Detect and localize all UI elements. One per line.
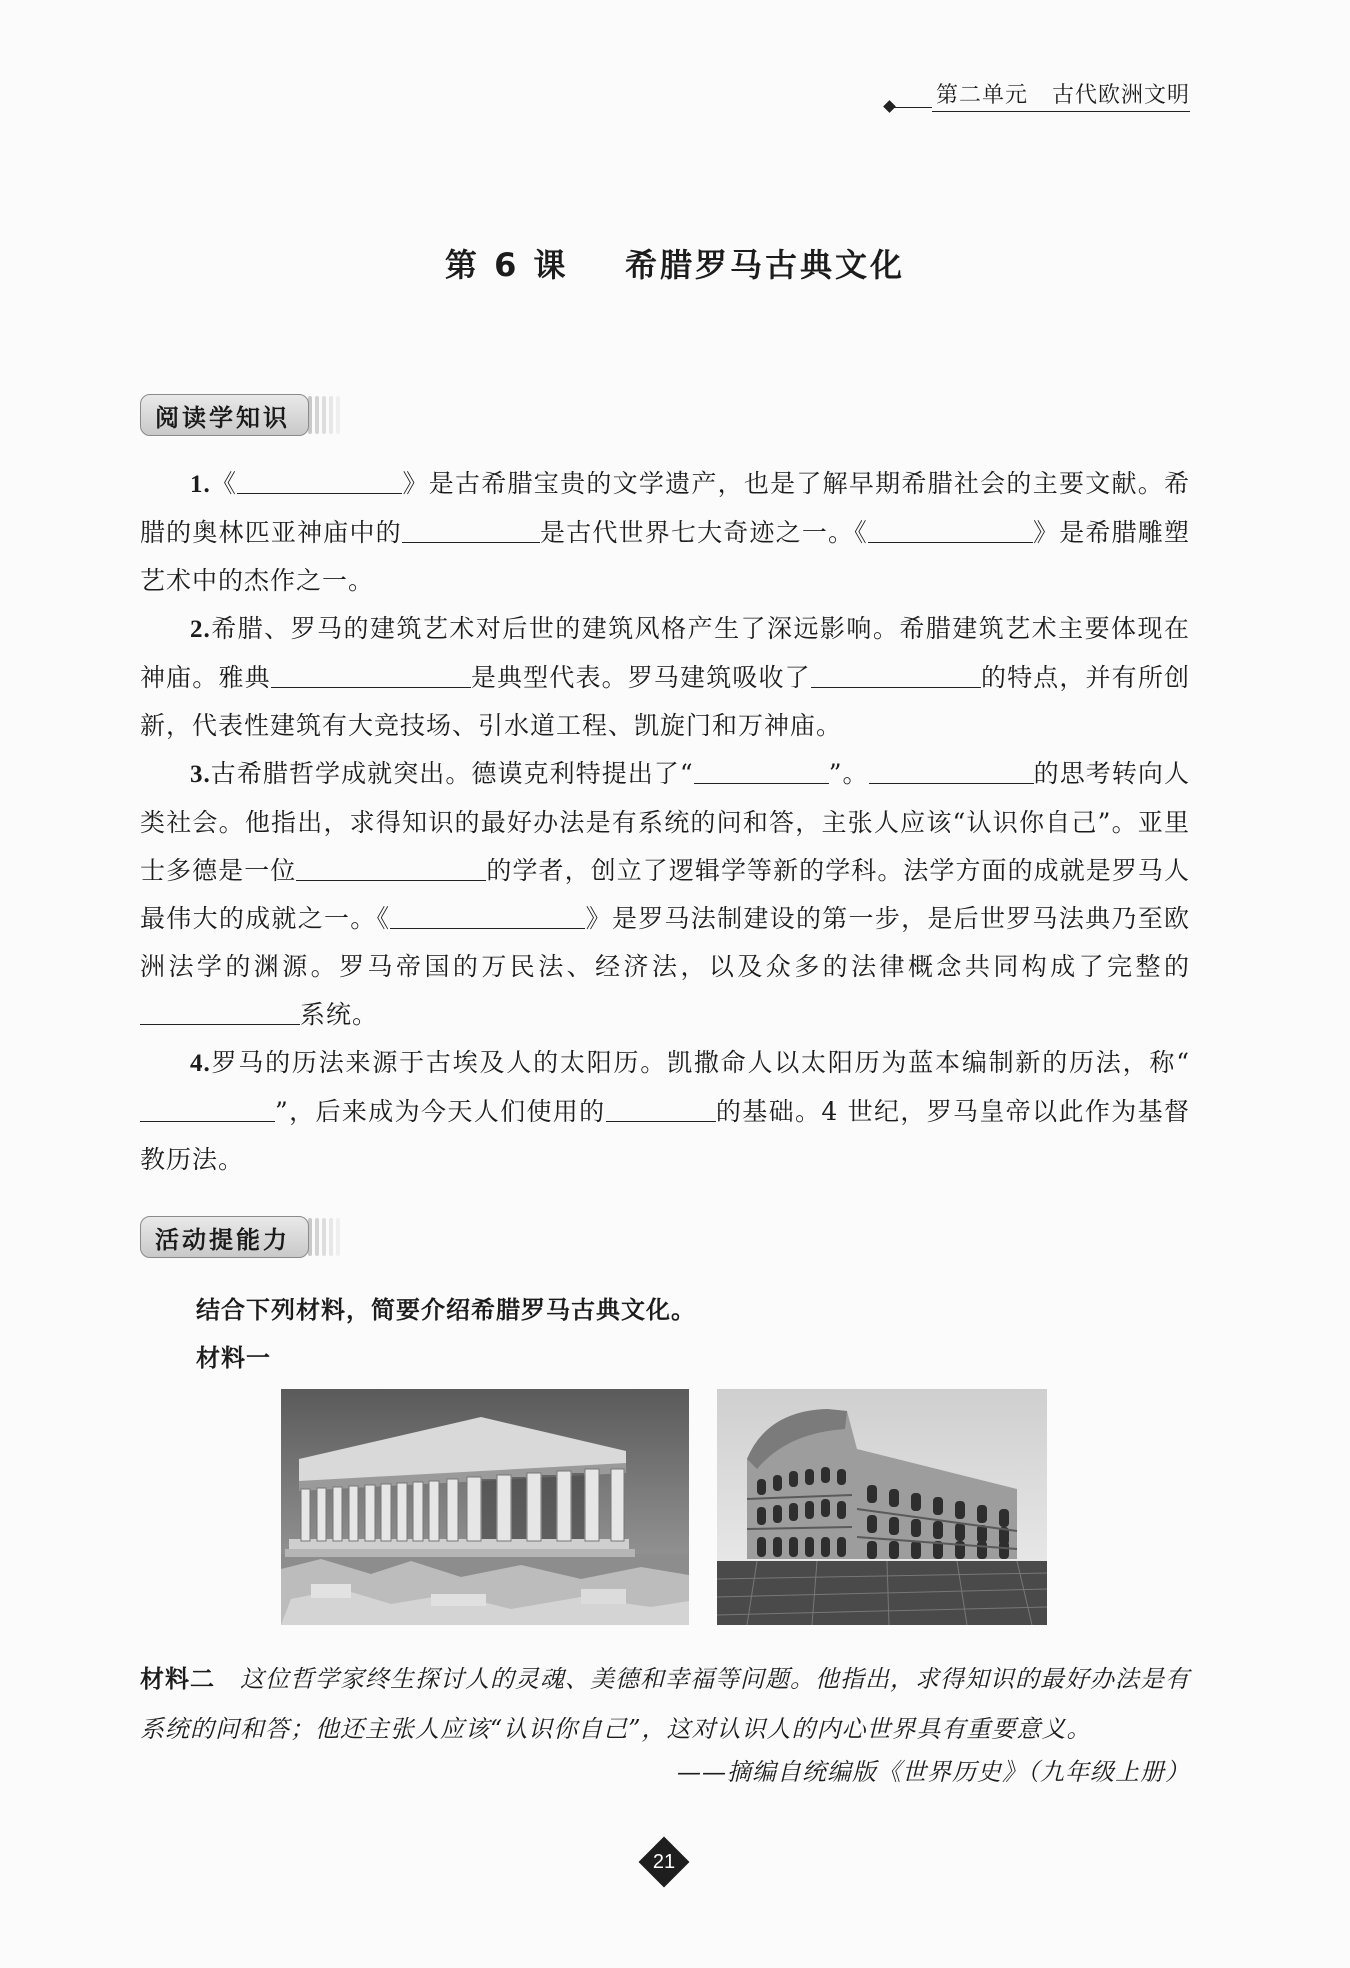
unit-title: 古代欧洲文明 xyxy=(1051,83,1190,108)
material-2-label: 材料二 xyxy=(140,1665,215,1693)
reading-questions xyxy=(140,460,1190,1184)
running-header xyxy=(892,78,1190,112)
unit-label: 第二单元 xyxy=(935,83,1028,108)
page-number xyxy=(642,1840,686,1884)
diamond-icon xyxy=(883,100,896,113)
answer-blank[interactable] xyxy=(606,1091,716,1122)
tab-decoration xyxy=(305,395,340,435)
answer-blank[interactable] xyxy=(390,898,585,929)
lesson-name: 希腊罗马古典文化 xyxy=(625,246,906,284)
section-activity-label: 活动提能力 xyxy=(140,1216,309,1258)
parthenon-photo xyxy=(281,1389,689,1625)
activity-prompt: 结合下列材料，简要介绍希腊罗马古典文化。 xyxy=(196,1296,696,1324)
question-4: 4.罗马的历法来源于古埃及人的太阳历。凯撒命人以太阳历为蓝本编制新的历法，称“”，后来成为今天人们使用的 的基础。4 世纪，罗马皇帝以此作为基督教历法。 xyxy=(140,1048,1190,1174)
lesson-title xyxy=(0,240,1350,286)
answer-blank[interactable] xyxy=(694,753,829,784)
tab-decoration xyxy=(305,1217,340,1257)
answer-blank[interactable] xyxy=(868,512,1033,543)
material-1-label: 材料一 xyxy=(196,1344,271,1372)
answer-blank[interactable] xyxy=(140,994,300,1025)
material-2-text: 这位哲学家终生探讨人的灵魂、美德和幸福等问题。他指出，求得知识的最好办法是有系统的问和答；他还主张人应该“认识你自己”，这对认识人的内心世界具有重要意义。 xyxy=(140,1665,1190,1743)
colosseum-photo xyxy=(717,1389,1047,1625)
page-number-text: 21 xyxy=(652,1851,676,1873)
question-1: 1.《 》是古希腊宝贵的文学遗产，也是了解早期希腊社会的主要文献。希腊的奥林匹亚神庙中的 是古代世界七大奇迹之一。《 》是希腊雕塑艺术中的杰作之一。 xyxy=(140,460,1190,605)
material-2-source: ——摘编自统编版《世界历史》（九年级上册） xyxy=(677,1758,1190,1786)
answer-blank[interactable] xyxy=(237,463,402,494)
material-2 xyxy=(140,1654,1190,1754)
answer-blank[interactable] xyxy=(869,753,1034,784)
header-rule xyxy=(892,107,932,108)
lesson-number: 第 6 课 xyxy=(444,246,569,284)
question-2: 2.希腊、罗马的建筑艺术对后世的建筑风格产生了深远影响。希腊建筑艺术主要体现在神庙。雅典 是典型代表。罗马建筑吸收了 的特点，并有所创新，代表性建筑有大竞技场、引水道工程、凯旋门和万神庙。 xyxy=(140,614,1190,740)
answer-blank[interactable] xyxy=(140,1091,275,1122)
question-3: 3.古希腊哲学成就突出。德谟克利特提出了“ ”。 的思考转向人类社会。他指出，求得知识的最好办法是有系统的问和答，主张人应该“认识你自己”。亚里士多德是一位 的学者，创立了逻辑学等新的学科。法学方面的成就是罗马人最伟大的成就之一。《 》是罗马法制建设的第一步，是后世罗马法典乃至欧洲法学的渊源。罗马帝国的万民法、经济法，以及众多的法律概念共同构成了完整的系统。 xyxy=(140,750,1190,1039)
answer-blank[interactable] xyxy=(271,657,471,688)
section-reading-tab xyxy=(140,393,340,437)
answer-blank[interactable] xyxy=(296,850,486,881)
section-activity-tab xyxy=(140,1215,340,1259)
section-reading-label: 阅读学知识 xyxy=(140,394,309,436)
answer-blank[interactable] xyxy=(811,657,981,688)
answer-blank[interactable] xyxy=(402,512,540,543)
